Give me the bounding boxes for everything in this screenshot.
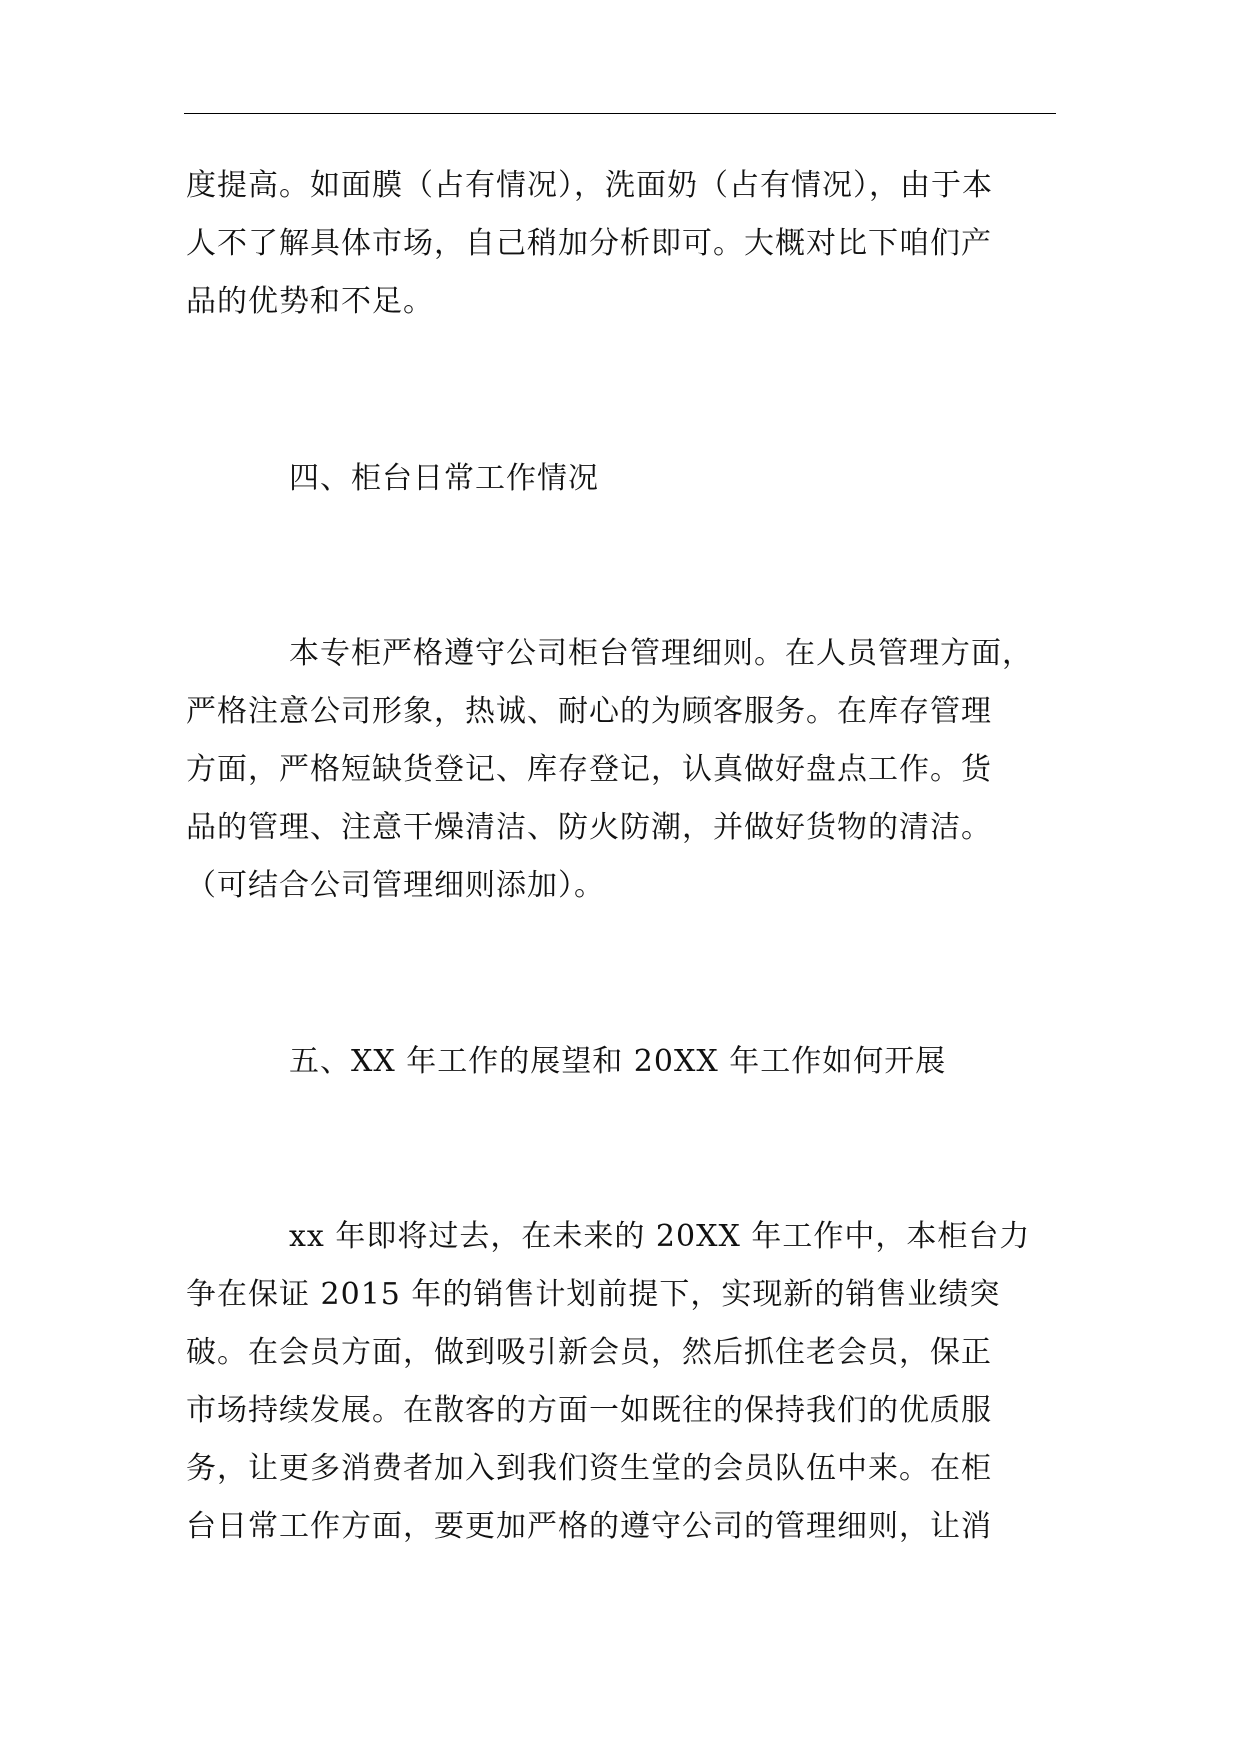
- paragraph-line: 市场持续发展。在散客的方面一如既往的保持我们的优质服: [186, 1393, 992, 1428]
- section-heading-4: 四、柜台日常工作情况: [289, 461, 599, 496]
- paragraph-line: 度提高。如面膜（占有情况），洗面奶（占有情况），由于本: [186, 168, 993, 203]
- paragraph-line: 品的管理、注意干燥清洁、防火防潮，并做好货物的清洁。: [186, 810, 992, 845]
- paragraph-line: 本专柜严格遵守公司柜台管理细则。在人员管理方面，: [289, 636, 1033, 671]
- paragraph-line: xx 年即将过去，在未来的 20XX 年工作中，本柜台力: [289, 1219, 1031, 1254]
- paragraph-line: 品的优势和不足。: [186, 284, 434, 319]
- paragraph-line: 破。在会员方面，做到吸引新会员，然后抓住老会员，保正: [186, 1335, 992, 1370]
- paragraph-line: 严格注意公司形象，热诚、耐心的为顾客服务。在库存管理: [186, 694, 992, 729]
- paragraph-line: 务，让更多消费者加入到我们资生堂的会员队伍中来。在柜: [186, 1451, 992, 1486]
- paragraph-line: （可结合公司管理细则添加）。: [186, 868, 605, 903]
- header-rule: [184, 113, 1056, 114]
- paragraph-line: 方面，严格短缺货登记、库存登记，认真做好盘点工作。货: [186, 752, 992, 787]
- paragraph-line: 人不了解具体市场，自己稍加分析即可。大概对比下咱们产: [186, 226, 992, 261]
- paragraph-line: 台日常工作方面，要更加严格的遵守公司的管理细则，让消: [186, 1509, 992, 1544]
- paragraph-line: 争在保证 2015 年的销售计划前提下，实现新的销售业绩突: [186, 1277, 1001, 1312]
- section-heading-5: 五、XX 年工作的展望和 20XX 年工作如何开展: [289, 1044, 947, 1079]
